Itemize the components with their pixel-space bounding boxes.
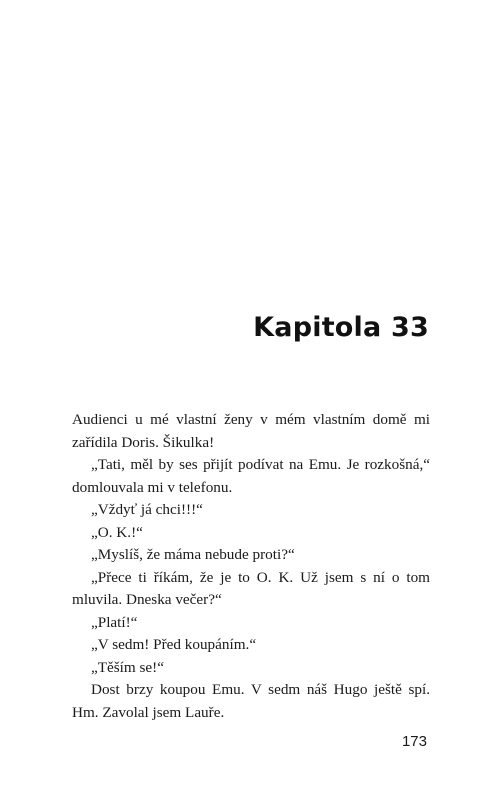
page-number: 173	[401, 733, 427, 750]
chapter-title: Kapitola 33	[253, 312, 429, 343]
dialogue-line: „O. K.!“	[91, 523, 143, 541]
dialogue-line: „Myslíš, že máma nebude proti?“	[91, 546, 295, 563]
chapter-body	[72, 409, 430, 724]
dialogue-line: „Vždyť já chci!!!“	[91, 501, 203, 518]
dialogue-line: „Těším se!“	[91, 658, 164, 676]
dialogue-line: „Platí!“	[91, 613, 138, 631]
paragraph: Dost brzy koupou Emu. V sedm náš Hugo ještě spí. Hm. Zavolal jsem Lauře.	[72, 681, 430, 721]
dialogue-line: „Přece ti říkám, že je to O. K. Už jsem s ní o tom mluvila. Dneska večer?“	[72, 568, 430, 608]
paragraph: Audienci u mé vlastní ženy v mém vlastním domě mi zařídila Doris. Šikulka!	[72, 411, 430, 451]
dialogue-line: „V sedm! Před koupáním.“	[91, 636, 257, 653]
paragraph: „Tati, měl by ses přijít podívat na Emu. Je rozkošná,“ domlouvala mi v telefonu.	[72, 456, 430, 496]
